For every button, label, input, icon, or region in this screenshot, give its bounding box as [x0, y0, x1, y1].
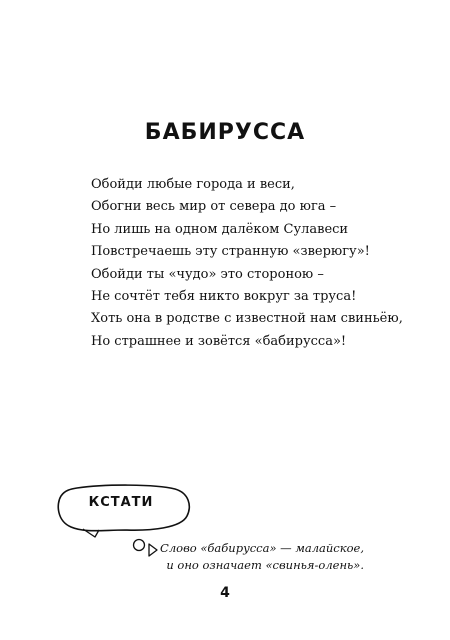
poem [91, 174, 431, 353]
poem-line: Обогни весь мир от севера до юга – [91, 199, 337, 215]
poem-line: Но лишь на одном далёком Сулавеси [91, 221, 349, 237]
poem-line: Но страшнее и зовётся «бабирусса»! [91, 333, 347, 349]
poem-line: Не сочтёт тебя никто вокруг за труса! [91, 289, 357, 305]
callout-label: КСТАТИ [88, 495, 154, 510]
fact-note-line: и оно означает «свинья-олень». [166, 558, 364, 572]
poem-line: Хоть она в родстве с известной нам свиньёю, [91, 311, 403, 327]
page-title: БАБИРУССА [144, 120, 306, 145]
poem-line: Повстречаешь эту странную «зверюгу»! [91, 244, 370, 260]
poem-line: Обойди ты «чудо» это стороною – [91, 266, 324, 282]
fact-note-line: Слово «бабирусса» — малайское, [160, 541, 364, 555]
fact-note [150, 540, 364, 574]
poem-line: Обойди любые города и веси, [91, 177, 295, 192]
page-number: 4 [220, 585, 230, 601]
